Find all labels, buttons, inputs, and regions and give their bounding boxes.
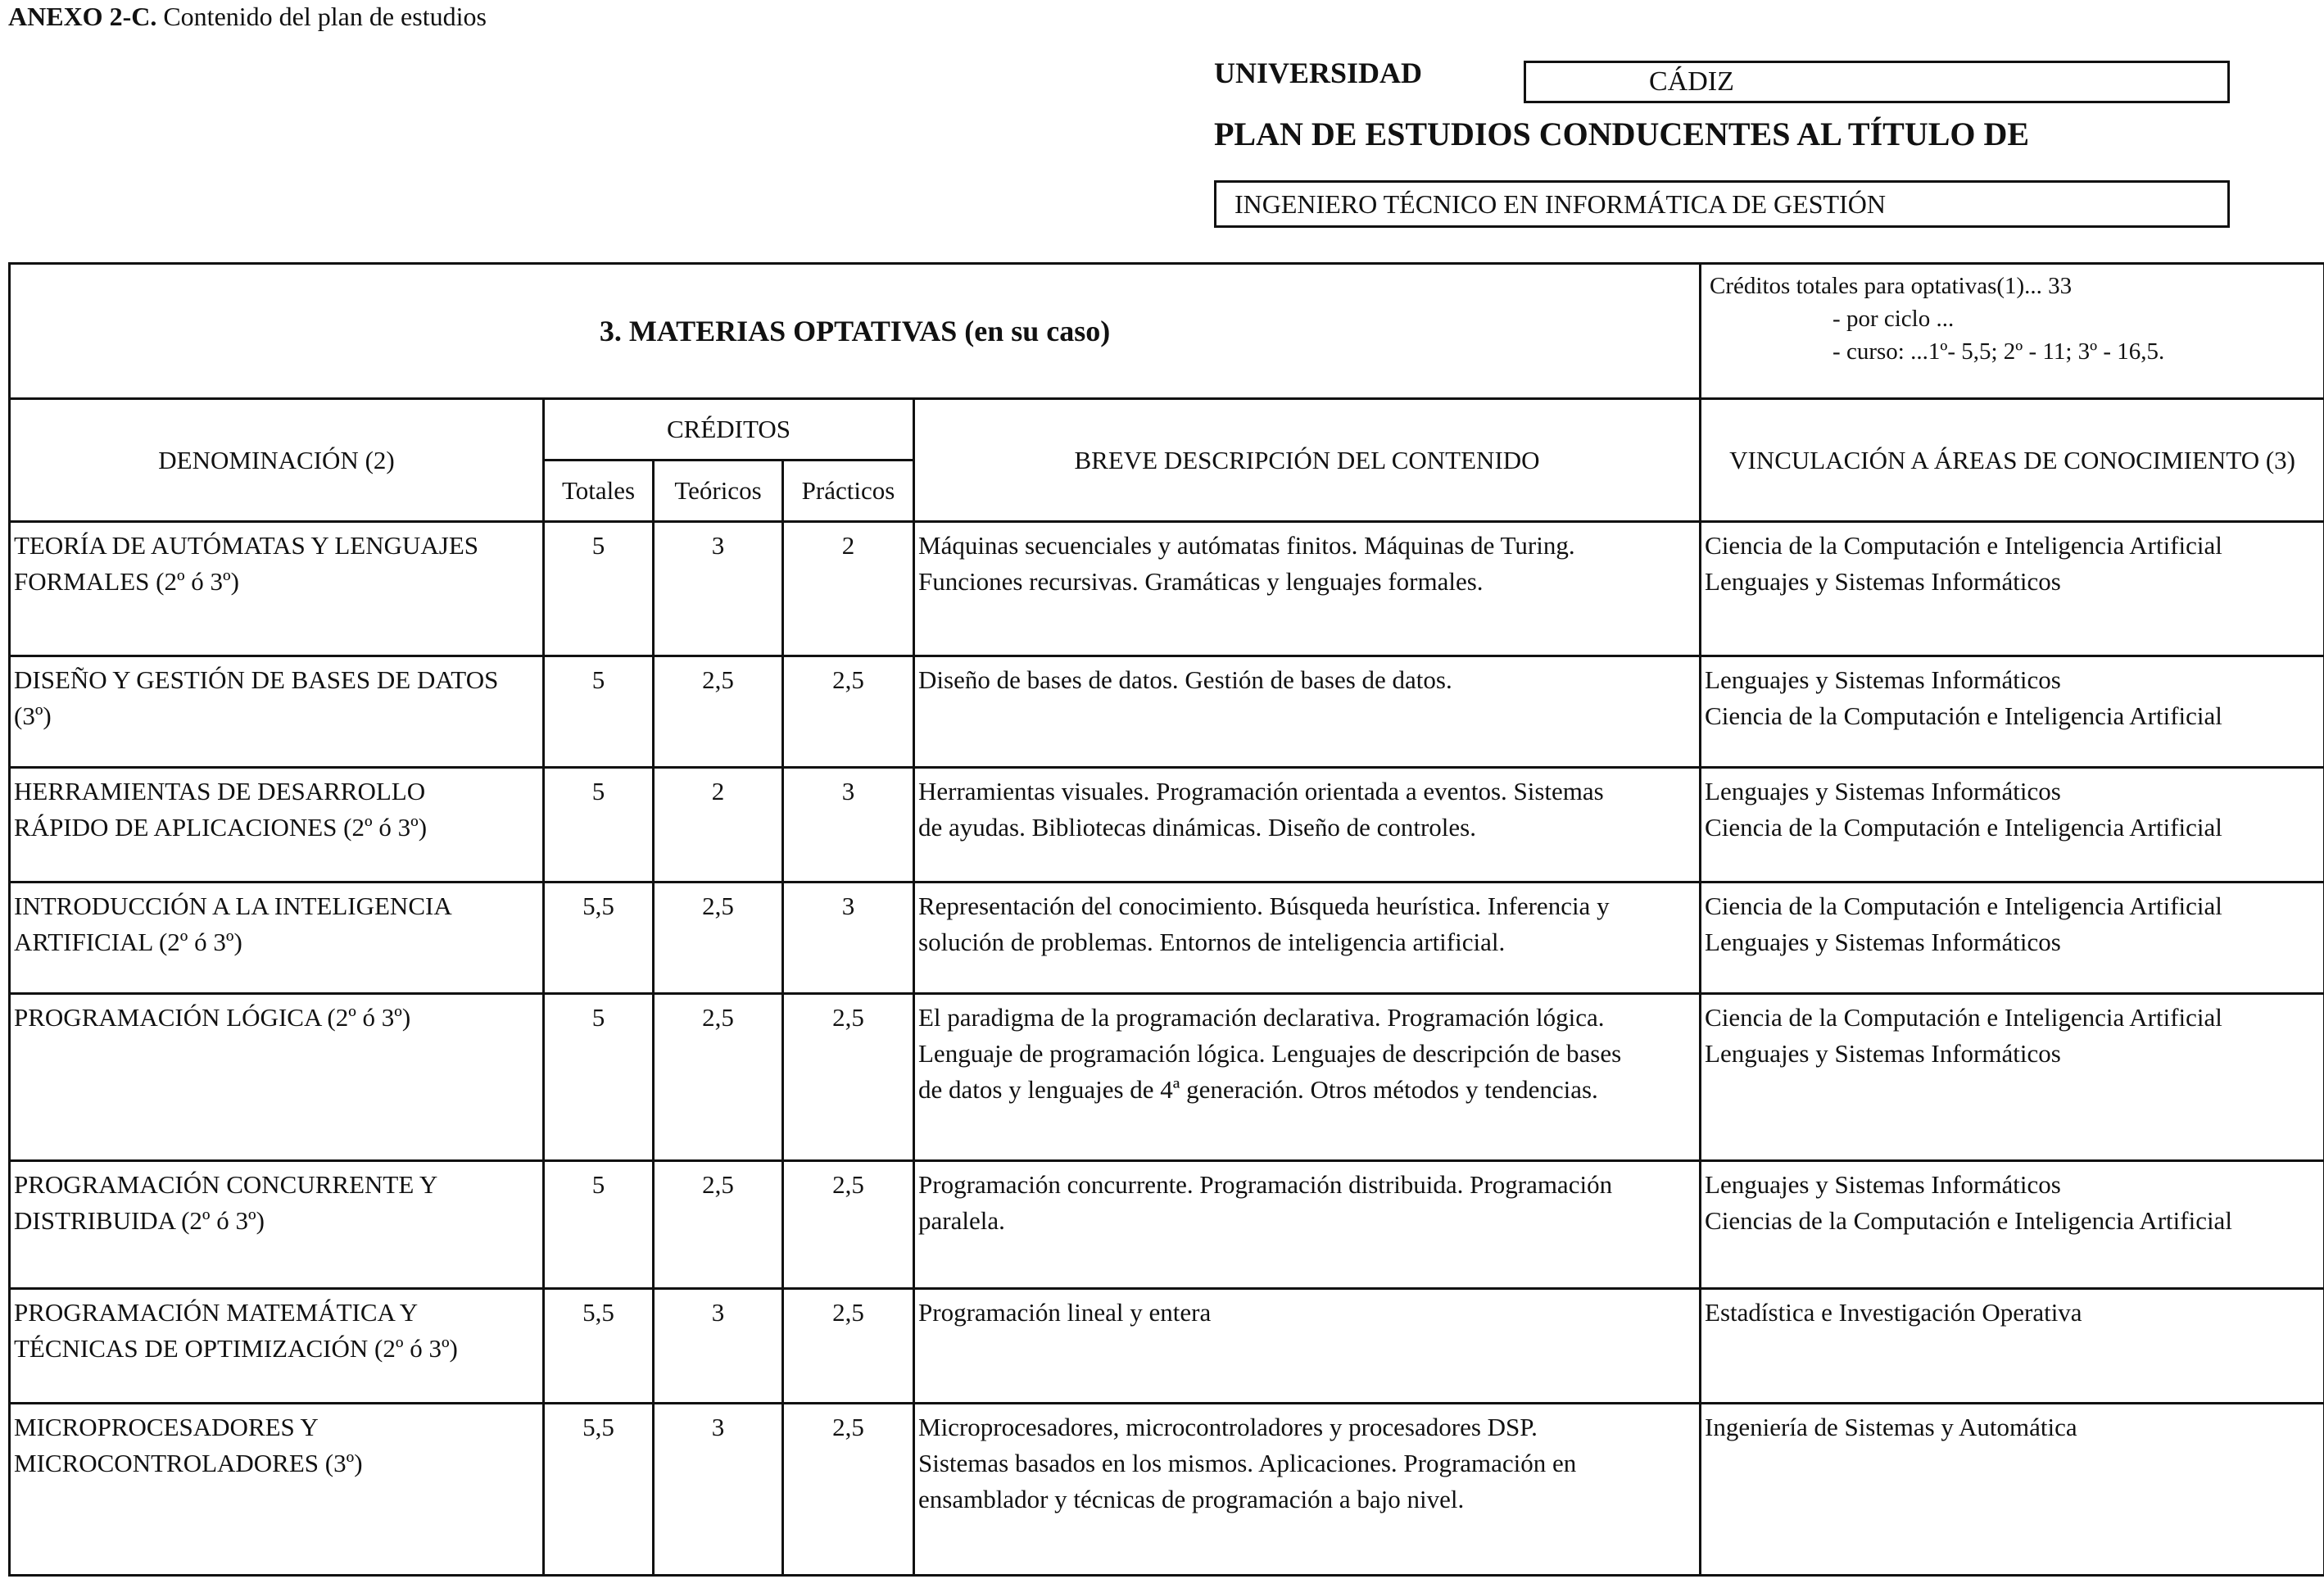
knowledge-area-cell [1701, 883, 2324, 994]
credits-practice-value: 3 [841, 777, 855, 805]
table-row [10, 1161, 2324, 1289]
course-name-cell [10, 522, 544, 656]
knowledge-area-line: Ciencia de la Computación e Inteligencia Artificial [1705, 531, 2222, 560]
knowledge-area-cell [1701, 1404, 2324, 1576]
credits-theory-cell [654, 1289, 783, 1404]
course-name-line: MICROCONTROLADORES (3º) [14, 1449, 363, 1477]
knowledge-area-line: Lenguajes y Sistemas Informáticos [1705, 777, 2061, 805]
course-name-line: FORMALES (2º ó 3º) [14, 567, 239, 596]
course-name-cell [10, 768, 544, 883]
description-line: solución de problemas. Entornos de inteligencia artificial. [918, 928, 1506, 956]
credits-total-cell [544, 1161, 654, 1289]
course-name-line: DISEÑO Y GESTIÓN DE BASES DE DATOS [14, 665, 499, 694]
course-name-line: PROGRAMACIÓN MATEMÁTICA Y [14, 1298, 419, 1327]
course-name-cell [10, 994, 544, 1161]
knowledge-area-line: Ingeniería de Sistemas y Automática [1705, 1413, 2077, 1441]
knowledge-area-line: Estadística e Investigación Operativa [1705, 1298, 2082, 1327]
knowledge-area-line: Ciencia de la Computación e Inteligencia Artificial [1705, 813, 2222, 842]
course-name-line: PROGRAMACIÓN LÓGICA (2º ó 3º) [14, 1003, 411, 1032]
knowledge-area-line: Lenguajes y Sistemas Informáticos [1705, 1039, 2061, 1068]
col-header-practicos: Prácticos [783, 461, 914, 522]
credits-theory-value: 3 [711, 1413, 725, 1441]
credits-total-value: 5 [591, 777, 605, 805]
knowledge-area-line: Ciencias de la Computación e Inteligencia Artificial [1705, 1206, 2232, 1235]
description-cell [914, 1404, 1701, 1576]
description-line: Sistemas basados en los mismos. Aplicaciones. Programación en [918, 1449, 1577, 1477]
credits-practice-cell [783, 1289, 914, 1404]
credits-total-cell [544, 883, 654, 994]
knowledge-area-line: Lenguajes y Sistemas Informáticos [1705, 567, 2061, 596]
credits-theory-cell [654, 656, 783, 768]
col-header-creditos: CRÉDITOS [544, 399, 914, 461]
credits-practice-cell [783, 883, 914, 994]
credits-theory-cell [654, 1161, 783, 1289]
annex-label: ANEXO 2-C. [8, 2, 157, 31]
credits-theory-value: 2,5 [702, 665, 734, 694]
knowledge-area-cell [1701, 994, 2324, 1161]
credits-total-value: 5 [591, 1170, 605, 1199]
credits-total-cell [544, 994, 654, 1161]
description-line: paralela. [918, 1206, 1005, 1235]
course-name-cell [10, 656, 544, 768]
annex-subtitle: Contenido del plan de estudios [163, 2, 487, 31]
credits-summary [1701, 264, 2324, 399]
credits-theory-cell [654, 768, 783, 883]
university-field [1524, 61, 2230, 103]
annex-heading [8, 2, 487, 32]
credits-theory-value: 2,5 [702, 1170, 734, 1199]
credits-total-value: 5,5 [582, 1413, 614, 1441]
credits-total-value: 5 [591, 1003, 605, 1032]
credits-total-value: 5,5 [582, 1298, 614, 1327]
credits-practice-value: 2,5 [832, 1413, 864, 1441]
plan-title: PLAN DE ESTUDIOS CONDUCENTES AL TÍTULO DE [1214, 116, 2030, 152]
credits-practice-value: 2,5 [832, 1170, 864, 1199]
description-line: Diseño de bases de datos. Gestión de bases de datos. [918, 665, 1452, 694]
description-cell [914, 656, 1701, 768]
credits-total-value: 5 [591, 665, 605, 694]
credits-total-value: 5 [591, 531, 605, 560]
credits-course-line: - curso: ...1º- 5,5; 2º - 11; 3º - 16,5. [1832, 338, 2165, 365]
description-line: Microprocesadores, microcontroladores y procesadores DSP. [918, 1413, 1538, 1441]
knowledge-area-line: Lenguajes y Sistemas Informáticos [1705, 665, 2061, 694]
university-value: CÁDIZ [1649, 66, 1734, 97]
col-header-teoricos: Teóricos [654, 461, 783, 522]
credits-cycle-line: - por ciclo ... [1832, 306, 1955, 332]
table-row [10, 522, 2324, 656]
description-line: de datos y lenguajes de 4ª generación. Otros métodos y tendencias. [918, 1075, 1598, 1104]
credits-total-value: 5,5 [582, 892, 614, 920]
course-name-line: INTRODUCCIÓN A LA INTELIGENCIA [14, 892, 452, 920]
credits-practice-value: 2 [841, 531, 855, 560]
credits-practice-value: 3 [841, 892, 855, 920]
credits-theory-value: 2,5 [702, 892, 734, 920]
credits-practice-cell [783, 994, 914, 1161]
knowledge-area-line: Ciencia de la Computación e Inteligencia Artificial [1705, 701, 2222, 730]
credits-practice-value: 2,5 [832, 1298, 864, 1327]
knowledge-area-line: Lenguajes y Sistemas Informáticos [1705, 928, 2061, 956]
knowledge-area-line: Ciencia de la Computación e Inteligencia Artificial [1705, 1003, 2222, 1032]
courses-table [8, 262, 2324, 1577]
table-row [10, 994, 2324, 1161]
table-row [10, 883, 2324, 994]
credits-total-cell [544, 656, 654, 768]
credits-practice-value: 2,5 [832, 1003, 864, 1032]
credits-practice-cell [783, 1404, 914, 1576]
credits-total-cell [544, 1289, 654, 1404]
description-line: Representación del conocimiento. Búsqueda heurística. Inferencia y [918, 892, 1610, 920]
description-cell [914, 768, 1701, 883]
course-name-cell [10, 883, 544, 994]
course-name-cell [10, 1404, 544, 1576]
col-header-denominacion: DENOMINACIÓN (2) [10, 399, 544, 522]
table-row [10, 1404, 2324, 1576]
university-label: UNIVERSIDAD [1214, 57, 1423, 89]
degree-value: INGENIERO TÉCNICO EN INFORMÁTICA DE GESTIÓN [1234, 189, 1886, 219]
description-line: Funciones recursivas. Gramáticas y lenguajes formales. [918, 567, 1484, 596]
credits-total-cell [544, 768, 654, 883]
credits-practice-cell [783, 656, 914, 768]
description-line: Lenguaje de programación lógica. Lenguajes de descripción de bases [918, 1039, 1622, 1068]
credits-total-cell [544, 522, 654, 656]
description-line: Herramientas visuales. Programación orientada a eventos. Sistemas [918, 777, 1604, 805]
credits-theory-cell [654, 1404, 783, 1576]
credits-theory-value: 3 [711, 531, 725, 560]
knowledge-area-cell [1701, 656, 2324, 768]
section-title: 3. MATERIAS OPTATIVAS (en su caso) [10, 264, 1701, 399]
course-name-line: TÉCNICAS DE OPTIMIZACIÓN (2º ó 3º) [14, 1334, 458, 1363]
credits-practice-cell [783, 768, 914, 883]
course-name-line: MICROPROCESADORES Y [14, 1413, 319, 1441]
description-cell [914, 994, 1701, 1161]
course-name-cell [10, 1289, 544, 1404]
description-cell [914, 883, 1701, 994]
col-header-totales: Totales [544, 461, 654, 522]
credits-theory-value: 2 [711, 777, 725, 805]
course-name-line: (3º) [14, 701, 52, 730]
description-line: Máquinas secuenciales y autómatas finitos. Máquinas de Turing. [918, 531, 1575, 560]
credits-theory-cell [654, 994, 783, 1161]
description-cell [914, 1161, 1701, 1289]
credits-total-line: Créditos totales para optativas(1)... 33 [1710, 273, 2073, 299]
course-name-line: HERRAMIENTAS DE DESARROLLO [14, 777, 426, 805]
description-cell [914, 522, 1701, 656]
knowledge-area-cell [1701, 1161, 2324, 1289]
table-row [10, 768, 2324, 883]
description-line: de ayudas. Bibliotecas dinámicas. Diseño de controles. [918, 813, 1476, 842]
course-name-line: DISTRIBUIDA (2º ó 3º) [14, 1206, 265, 1235]
credits-practice-cell [783, 1161, 914, 1289]
course-name-line: TEORÍA DE AUTÓMATAS Y LENGUAJES [14, 531, 478, 560]
course-name-line: PROGRAMACIÓN CONCURRENTE Y [14, 1170, 438, 1199]
knowledge-area-line: Ciencia de la Computación e Inteligencia Artificial [1705, 892, 2222, 920]
table-row [10, 656, 2324, 768]
knowledge-area-cell [1701, 768, 2324, 883]
credits-theory-value: 2,5 [702, 1003, 734, 1032]
degree-field [1214, 180, 2230, 228]
knowledge-area-cell [1701, 522, 2324, 656]
credits-total-cell [544, 1404, 654, 1576]
col-header-vinculacion: VINCULACIÓN A ÁREAS DE CONOCIMIENTO (3) [1701, 399, 2324, 522]
credits-theory-value: 3 [711, 1298, 725, 1327]
credits-practice-value: 2,5 [832, 665, 864, 694]
course-name-cell [10, 1161, 544, 1289]
description-line: ensamblador y técnicas de programación a bajo nivel. [918, 1485, 1465, 1513]
credits-theory-cell [654, 883, 783, 994]
course-name-line: RÁPIDO DE APLICACIONES (2º ó 3º) [14, 813, 428, 842]
knowledge-area-cell [1701, 1289, 2324, 1404]
description-line: El paradigma de la programación declarativa. Programación lógica. [918, 1003, 1605, 1032]
description-line: Programación lineal y entera [918, 1298, 1212, 1327]
description-cell [914, 1289, 1701, 1404]
credits-theory-cell [654, 522, 783, 656]
table-row [10, 1289, 2324, 1404]
col-header-descripcion: BREVE DESCRIPCIÓN DEL CONTENIDO [914, 399, 1701, 522]
description-line: Programación concurrente. Programación distribuida. Programación [918, 1170, 1613, 1199]
course-name-line: ARTIFICIAL (2º ó 3º) [14, 928, 242, 956]
knowledge-area-line: Lenguajes y Sistemas Informáticos [1705, 1170, 2061, 1199]
credits-practice-cell [783, 522, 914, 656]
